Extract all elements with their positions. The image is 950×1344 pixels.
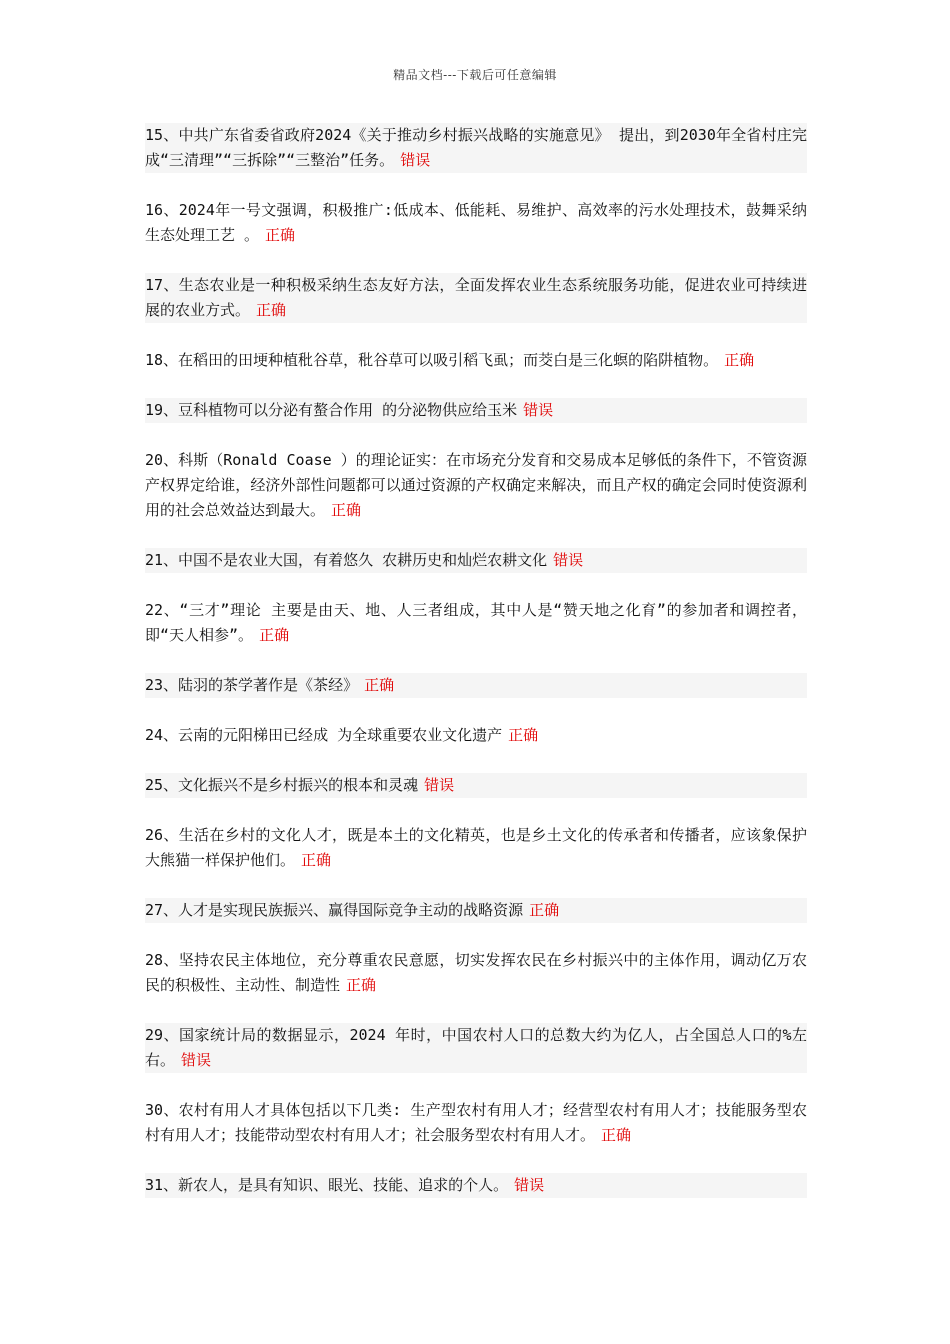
question-item [145,823,807,873]
answer-label: 正确 [346,976,377,994]
question-item [145,723,807,748]
question-item [145,898,807,923]
answer-label: 错误 [181,1051,212,1069]
answer-label: 正确 [256,301,287,319]
question-text: 24、云南的元阳梯田已经成 为全球重要农业文化遗产 [145,726,503,744]
question-text: 25、文化振兴不是乡村振兴的根本和灵魂 [145,776,419,794]
page-header: 精品文档---下载后可任意编辑 [393,68,557,82]
question-text: 16、2024年一号文强调，积极推广:低成本、低能耗、易维护、高效率的污水处理技术，鼓舞采纳生态处理工艺 。 [145,201,807,244]
answer-label: 错误 [424,776,455,794]
question-text: 28、坚持农民主体地位，充分尊重农民意愿，切实发挥农民在乡村振兴中的主体作用，调动亿万农民的积极性、主动性、制造性 [145,951,807,994]
question-text: 18、在稻田的田埂种植秕谷草，秕谷草可以吸引稻飞虱；而茭白是三化螟的陷阱植物。 [145,351,719,369]
question-item [145,548,807,573]
answer-label: 正确 [259,626,290,644]
question-text: 20、科斯（Ronald Coase ）的理论证实：在市场充分发育和交易成本足够低的条件下，不管资源产权界定给谁，经济外部性问题都可以通过资源的产权确定来解决，而且产权的确定会同时使资源利用的社会总效益达到最大。 [145,451,807,519]
answer-label: 错误 [523,401,554,419]
question-text: 31、新农人，是具有知识、眼光、技能、追求的个人。 [145,1176,509,1194]
question-item [145,673,807,698]
answer-label: 正确 [529,901,560,919]
question-text: 15、中共广东省委省政府2024《关于推动乡村振兴战略的实施意见》 提出，到2030年全省村庄完成“三清理”“三拆除”“三整治”任务。 [145,126,807,169]
question-item [145,273,807,323]
answer-label: 错误 [400,151,431,169]
question-item [145,948,807,998]
question-text: 22、“三才”理论 主要是由天、地、人三者组成，其中人是“赞天地之化育”的参加者和调控者，即“天人相参”。 [145,601,807,644]
question-list [145,123,807,1223]
answer-label: 正确 [331,501,362,519]
question-item [145,198,807,248]
answer-label: 正确 [301,851,332,869]
answer-label: 正确 [724,351,755,369]
question-item [145,773,807,798]
answer-label: 错误 [514,1176,545,1194]
question-item [145,348,807,373]
question-text: 23、陆羽的茶学著作是《茶经》 [145,676,359,694]
question-item [145,598,807,648]
question-text: 19、豆科植物可以分泌有螯合作用 的分泌物供应给玉米 [145,401,518,419]
answer-label: 正确 [265,226,296,244]
question-item [145,448,807,523]
question-text: 29、国家统计局的数据显示，2024 年时，中国农村人口的总数大约为亿人，占全国总人口的%左右。 [145,1026,807,1069]
question-item [145,1023,807,1073]
question-item [145,398,807,423]
answer-label: 正确 [508,726,539,744]
question-text: 17、生态农业是一种积极采纳生态友好方法，全面发挥农业生态系统服务功能，促进农业可持续进展的农业方式。 [145,276,807,319]
question-text: 21、中国不是农业大国，有着悠久 农耕历史和灿烂农耕文化 [145,551,548,569]
question-item [145,1173,807,1198]
answer-label: 错误 [553,551,584,569]
answer-label: 正确 [364,676,395,694]
answer-label: 正确 [601,1126,632,1144]
question-item [145,1098,807,1148]
question-item [145,123,807,173]
question-text: 30、农村有用人才具体包括以下几类: 生产型农村有用人才；经营型农村有用人才；技能服务型农村有用人才；技能带动型农村有用人才；社会服务型农村有用人才。 [145,1101,807,1144]
question-text: 27、人才是实现民族振兴、赢得国际竞争主动的战略资源 [145,901,524,919]
question-text: 26、生活在乡村的文化人才，既是本土的文化精英，也是乡土文化的传承者和传播者，应该象保护大熊猫一样保护他们。 [145,826,807,869]
